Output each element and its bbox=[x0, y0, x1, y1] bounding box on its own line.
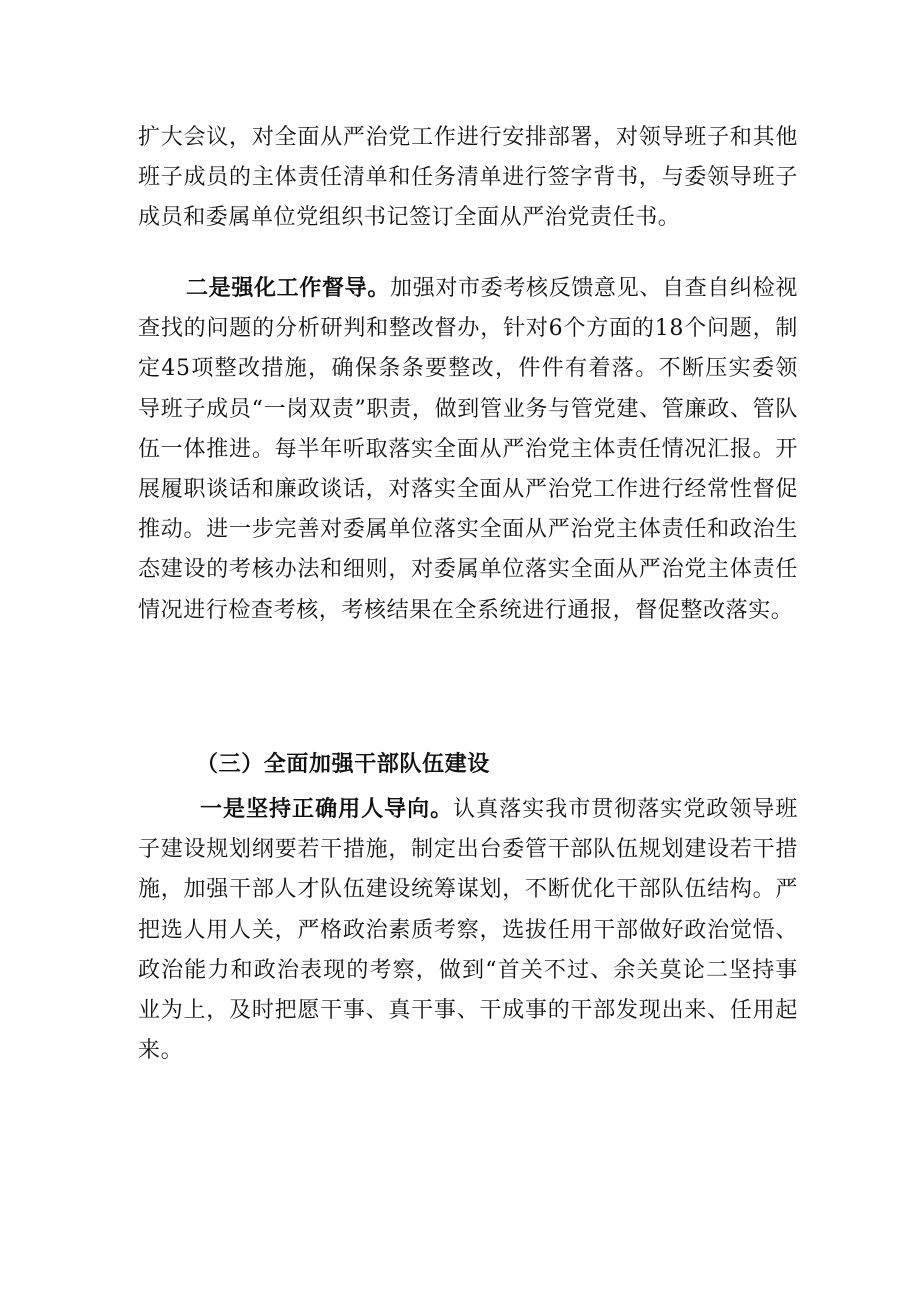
paragraph-personnel-orientation bbox=[138, 789, 798, 1071]
section-heading-text: （三）全面加强干部队伍建设 bbox=[196, 751, 490, 777]
paragraph-text: 加强对市委考核反馈意见、自查自纠检视查找的问题的分析研判和整改督办，针对6个方面的18个问题，制定45项整改措施，确保条条要整改，件件有着落。不断压实委领导班子成员“一岗双责”职责，做到管业务与管党建、管廉政、管队伍一体推进。每半年听取落实全面从严治党主体责任情况汇报。开展履职谈话和廉政谈话，对落实全面从严治党工作进行经常性督促推动。进一步完善对委属单位落实全面从严治党主体责任和政治生态建设的考核办法和细则，对委属单位落实全面从严治党主体责任情况进行检查考核，考核结果在全系统进行通报，督促整改落实。 bbox=[138, 276, 798, 623]
paragraph-meeting-continuation bbox=[138, 118, 798, 239]
paragraph-text: 扩大会议，对全面从严治党工作进行安排部署，对领导班子和其他班子成员的主体责任清单和任务清单进行签字背书，与委领导班子成员和委属单位党组织书记签订全面从严治党责任书。 bbox=[138, 125, 798, 231]
paragraph-lead-phrase: 二是强化工作督导。 bbox=[186, 275, 391, 301]
paragraph-work-supervision bbox=[138, 268, 798, 631]
section-heading-cadre-building bbox=[138, 744, 856, 784]
paragraph-text: 认真落实我市贯彻落实党政领导班子建设规划纲要若干措施，制定出台委管干部队伍规划建设若干措施，加强干部人才队伍建设统筹谋划，不断优化干部队伍结构。严把选人用人关，严格政治素质考察，选拔任用干部做好政治觉悟、政治能力和政治表现的考察，做到“首关不过、余关莫论二坚持事业为上，及时把愿干事、真干事、干成事的干部发现出来、任用起来。 bbox=[138, 797, 798, 1064]
paragraph-lead-phrase: 一是坚持正确用人导向。 bbox=[200, 796, 454, 822]
